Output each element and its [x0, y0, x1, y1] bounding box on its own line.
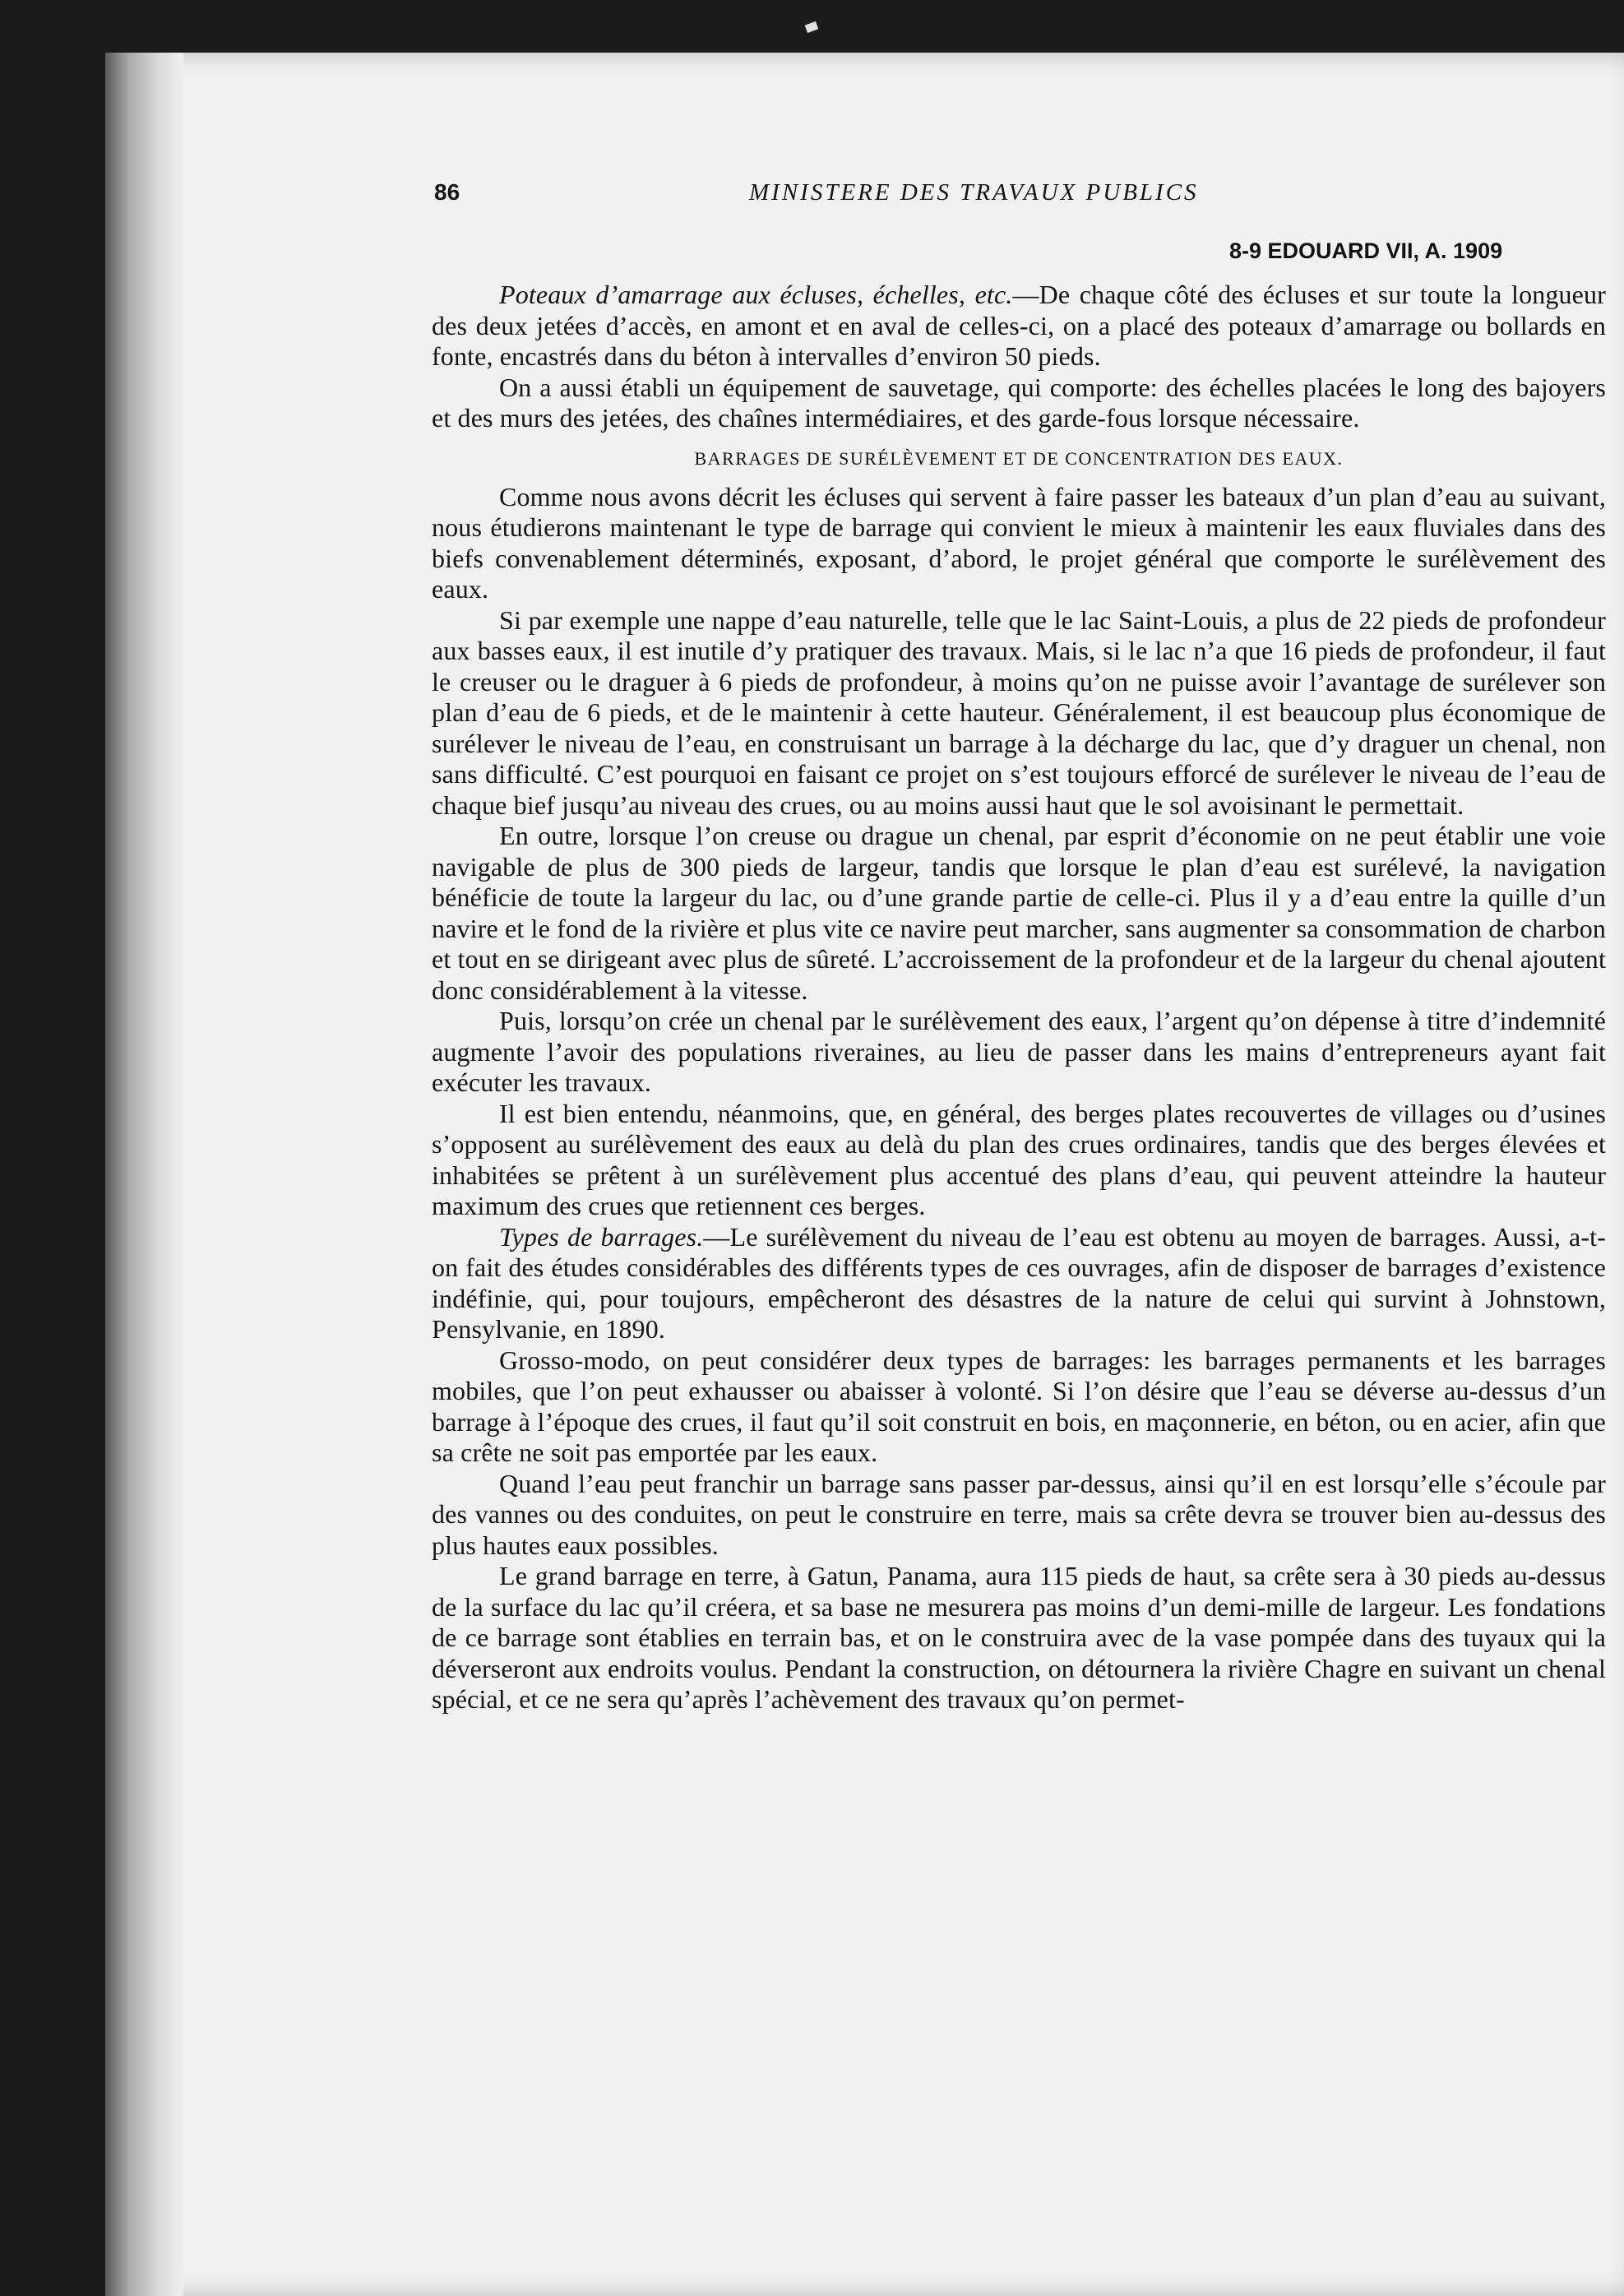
- paragraph-text: Si par exemple une nappe d’eau naturelle, telle que le lac Saint-Louis, a plus de 22 pieds de profondeur aux basses eaux, il est inutile d’y pratiquer des travaux. Mais, si le lac n’a que 16 pieds de profondeur, il faut le creuser ou le draguer à 6 pieds de profondeur, à moins qu’on ne puisse avoir l’avantage de surélever son plan d’eau de 6 pieds, et de le maintenir à cette hauteur. Généralement, il est beaucoup plus économique de surélever le niveau de l’eau, en construisant un barrage à la décharge du lac, que d’y draguer un chenal, non sans difficulté. C’est pourquoi en faisant ce projet on s’est toujours efforcé de surélever le niveau de l’eau de chaque bief jusqu’au niveau des crues, ou au moins aussi haut que le sol avoisinant le permettait.: [432, 604, 1606, 820]
- section-heading: BARRAGES DE SURÉLÈVEMENT ET DE CONCENTRATION DES EAUX.: [694, 447, 1344, 469]
- paragraph: [432, 482, 1606, 605]
- page-body: [432, 280, 1606, 1715]
- paragraph: [432, 605, 1606, 822]
- paragraph: [432, 1222, 1606, 1345]
- paragraph: [432, 821, 1606, 1006]
- session-label: 8-9 EDOUARD VII, A. 1909: [1229, 238, 1503, 263]
- paragraph-text: Le grand barrage en terre, à Gatun, Panama, aura 115 pieds de haut, sa crête sera à 30 pieds au-dessus de la surface du lac qu’il créera, et sa base ne mesurera pas moins d’un demi-mille de largeur. Les fondations de ce barrage sont établies en terrain bas, et on le construira avec de la vase pompée dans des tuyaux qui la déverseront aux endroits voulus. Pendant la construction, on détournera la rivière Chagre en suivant un chenal spécial, et ce ne sera qu’après l’achèvement des travaux qu’on permet-: [432, 1561, 1606, 1714]
- paragraph: [432, 373, 1606, 434]
- paragraph-text: —De chaque côté des écluses et sur toute la longueur des deux jetées d’accès, en amont et en aval de celles-ci, on a placé des poteaux d’amarrage ou bollards en fonte, encastrés dans du béton à intervalles d’environ 50 pieds.: [432, 280, 1606, 371]
- paragraph-text: Grosso-modo, on peut considérer deux types de barrages: les barrages permanents et les barrages mobiles, que l’on peut exhausser ou abaisser à volonté. Si l’on désire que l’eau se déverse au-dessus d’un barrage à l’époque des crues, il faut qu’il soit construit en bois, en maçonnerie, en béton, ou en acier, afin que sa crête ne soit pas emportée par les eaux.: [432, 1345, 1606, 1467]
- page-header: [434, 179, 1618, 229]
- page-number: 86: [434, 179, 460, 205]
- paragraph-lead: Types de barrages.: [499, 1221, 704, 1252]
- scan-artifact: [805, 21, 819, 33]
- paragraph: [432, 1561, 1606, 1715]
- page-gutter: [105, 53, 183, 2296]
- paragraph: [432, 1099, 1606, 1222]
- paragraph-text: Il est bien entendu, néanmoins, que, en général, des berges plates recouvertes de villages ou d’usines s’opposent au surélèvement des eaux au delà du plan des crues ordinaires, tandis que des berges élevées et inhabitées se prêtent à un surélèvement plus accentué des plans d’eau, qui peuvent atteindre la hauteur maximum des crues que retiennent ces berges.: [432, 1098, 1606, 1220]
- paragraph-text: On a aussi établi un équipement de sauvetage, qui comporte: des échelles placées le long des bajoyers et des murs des jetées, des chaînes intermédiaires, et des garde-fous lorsque nécessaire.: [432, 372, 1606, 433]
- paragraph-lead: Poteaux d’amarrage aux écluses, échelles, etc.: [499, 280, 1013, 309]
- paragraph-text: Comme nous avons décrit les écluses qui servent à faire passer les bateaux d’un plan d’eau au suivant, nous étudierons maintenant le type de barrage qui convient le mieux à maintenir les eaux fluviales dans des biefs convenablement déterminés, exposant, d’abord, le projet général que comporte le surélèvement des eaux.: [432, 481, 1606, 604]
- paragraph: [432, 1469, 1606, 1562]
- paragraph: [432, 1006, 1606, 1099]
- paragraph-text: Puis, lorsqu’on crée un chenal par le surélèvement des eaux, l’argent qu’on dépense à titre d’indemnité augmente l’avoir des populations riveraines, au lieu de passer dans les mains d’entrepreneurs ayant fait exécuter les travaux.: [432, 1006, 1606, 1097]
- paragraph: [432, 280, 1606, 373]
- paragraph-text: Quand l’eau peut franchir un barrage sans passer par-dessus, ainsi qu’il en est lorsqu’elle s’écoule par des vannes ou des conduites, on peut le construire en terre, mais sa crête devra se trouver bien au-dessus des plus hautes eaux possibles.: [432, 1468, 1606, 1560]
- paragraph-text: —Le surélèvement du niveau de l’eau est obtenu au moyen de barrages. Aussi, a-t-on fait des études considérables des différents types de ces ouvrages, afin de disposer de barrages d’existence indéfinie, qui, pour toujours, empêcheront des désastres de la nature de celui qui survint à Johnstown, Pensylvanie, en 1890.: [432, 1221, 1607, 1344]
- paragraph: [432, 1345, 1606, 1469]
- paragraph-text: En outre, lorsque l’on creuse ou drague un chenal, par esprit d’économie on ne peut établir une voie navigable de plus de 300 pieds de largeur, tandis que lorsque le plan d’eau est surélevé, la navigation bénéficie de toute la largeur du lac, ou d’une grande partie de celle-ci. Plus il y a d’eau entre la quille d’un navire et le fond de la rivière et plus vite ce navire peut marcher, sans augmenter sa consommation de charbon et tout en se dirigeant avec plus de sûreté. L’accroissement de la profondeur et de la largeur du chenal ajoutent donc considérablement à la vitesse.: [432, 821, 1606, 1005]
- running-head: MINISTERE DES TRAVAUX PUBLICS: [749, 179, 1199, 206]
